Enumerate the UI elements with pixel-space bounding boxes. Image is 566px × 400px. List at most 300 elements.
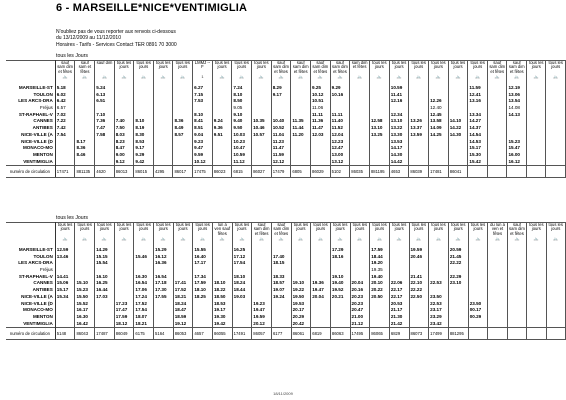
train-number: 881195 [369, 166, 389, 178]
time-cell [369, 105, 389, 112]
time-cell: 13.46 [55, 254, 75, 261]
time-cell [212, 92, 232, 99]
time-cell: 11.23 [271, 139, 291, 146]
time-cell [75, 92, 95, 99]
time-cell: 17.47 [114, 307, 134, 314]
time-cell: 19.23 [252, 301, 272, 308]
time-cell [409, 112, 429, 119]
time-cell: 22.22 [448, 260, 468, 267]
service-note: tous les jours [154, 223, 174, 236]
train-number-row [6, 328, 566, 340]
time-cell: 9.12 [114, 159, 134, 166]
time-cell [350, 118, 370, 125]
time-cell [546, 145, 566, 152]
time-cell [527, 159, 546, 166]
time-cell: 8.10 [193, 112, 213, 119]
time-cell [468, 274, 488, 281]
time-cell: 13.54 [507, 98, 527, 105]
time-cell: 17.59 [193, 280, 213, 287]
time-cell [114, 254, 134, 261]
time-cell [488, 254, 507, 261]
time-cell [350, 125, 370, 132]
time-cell: 14.42 [389, 159, 409, 166]
time-cell [291, 85, 311, 92]
time-cell: 13.25 [369, 132, 389, 139]
bicycle-icon: 🚲 [409, 236, 429, 243]
station-name: Fréjus [6, 267, 55, 274]
time-cell: 15.34 [55, 294, 75, 301]
time-cell [488, 294, 507, 301]
bicycle-icon: 🚲 [310, 74, 330, 81]
bicycle-icon: 🚲 [212, 236, 232, 243]
time-cell [173, 247, 193, 254]
time-cell [468, 321, 488, 328]
time-cell [507, 314, 526, 321]
time-cell: 17.03 [95, 294, 115, 301]
time-cell [95, 321, 115, 328]
time-cell: 16.44 [95, 287, 115, 294]
time-cell [369, 92, 389, 99]
table-row [6, 294, 566, 301]
service-note: sauf sam dim et fêtes [292, 60, 309, 74]
time-cell [134, 267, 154, 274]
time-cell [114, 247, 134, 254]
time-cell: 11.12 [232, 159, 252, 166]
time-cell [95, 139, 114, 146]
bicycle-icon: 🚲 [271, 236, 291, 243]
bicycle-icon: 🚲 [389, 74, 409, 81]
time-cell [173, 254, 193, 261]
time-cell [527, 145, 546, 152]
time-cell [429, 247, 449, 254]
time-cell: 7.10 [95, 112, 114, 119]
time-cell [330, 314, 350, 321]
time-cell: 18.21 [173, 294, 193, 301]
service-note: tous les jours [311, 223, 331, 236]
time-cell [409, 145, 429, 152]
time-cell: 19.10 [330, 274, 350, 281]
time-cell: 19.10 [291, 280, 311, 287]
service-note: tous les jours [468, 61, 488, 74]
bicycle-icon: 🚲 [330, 236, 350, 243]
time-cell [55, 152, 75, 159]
time-cell: 13.53 [389, 139, 409, 146]
time-cell [448, 152, 468, 159]
time-cell [527, 85, 546, 92]
time-cell [173, 260, 193, 267]
time-cell: 00.29 [468, 314, 488, 321]
time-cell [154, 125, 173, 132]
time-cell [546, 159, 566, 166]
time-cell: 10.12 [310, 92, 330, 99]
station-name: NICE-VILLE (D [6, 139, 55, 146]
time-cell: 18.44 [370, 254, 390, 261]
time-cell [310, 159, 330, 166]
time-cell [546, 132, 566, 139]
time-cell: 10.52 [271, 125, 291, 132]
table-row [6, 132, 566, 139]
service-note: tous les jours [389, 61, 409, 74]
time-cell [409, 139, 429, 146]
time-cell: 14.27 [468, 118, 488, 125]
time-cell: 9.29 [330, 85, 350, 92]
time-cell: 13.59 [409, 132, 429, 139]
bicycle-icon: 🚲 [232, 74, 252, 81]
time-cell: 14.29 [95, 247, 115, 254]
time-cell [252, 159, 272, 166]
time-cell [488, 247, 507, 254]
train-number [546, 328, 565, 340]
bicycle-icon: 🚲 [429, 236, 449, 243]
time-cell [409, 267, 429, 274]
time-cell [173, 85, 193, 92]
time-cell [488, 287, 507, 294]
bicycle-icon: 🚲 [75, 74, 95, 81]
time-cell: 9.25 [310, 85, 330, 92]
time-cell: 7.54 [55, 132, 75, 139]
time-cell [369, 139, 389, 146]
time-cell [429, 152, 449, 159]
time-cell: 19.59 [252, 314, 272, 321]
time-cell: 10.35 [252, 118, 272, 125]
bicycle-icon: 🚲 [114, 236, 134, 243]
time-cell: 5.18 [55, 85, 75, 92]
time-cell: 10.12 [193, 159, 213, 166]
time-cell: 15.50 [75, 294, 95, 301]
time-cell [55, 159, 75, 166]
time-cell [55, 307, 75, 314]
time-cell: 20.04 [311, 294, 331, 301]
time-cell: 21.00 [350, 314, 370, 321]
time-cell: 17.18 [154, 280, 174, 287]
train-number: 6815 [232, 166, 252, 178]
time-cell [409, 314, 429, 321]
time-cell: 22.17 [389, 287, 409, 294]
time-cell: 23.29 [429, 314, 449, 321]
time-cell [75, 105, 95, 112]
time-cell: 20.21 [330, 294, 350, 301]
time-cell [488, 321, 507, 328]
time-cell [114, 280, 134, 287]
time-cell [350, 254, 370, 261]
time-cell: 9.23 [193, 139, 213, 146]
time-cell [350, 274, 370, 281]
time-cell [409, 159, 429, 166]
time-cell [389, 267, 409, 274]
time-cell [252, 112, 272, 119]
time-cell: 17.06 [134, 287, 154, 294]
time-cell [291, 112, 311, 119]
time-cell: 7.22 [55, 118, 75, 125]
time-cell: 23.50 [429, 294, 449, 301]
service-note: tous les jours [173, 223, 193, 236]
time-cell: 12.23 [330, 139, 350, 146]
bicycle-icon: 🚲 [154, 236, 174, 243]
time-cell [488, 125, 507, 132]
time-cell [95, 301, 115, 308]
table-row [6, 105, 566, 112]
time-cell [369, 98, 389, 105]
time-cell [75, 85, 95, 92]
time-cell [291, 145, 311, 152]
time-cell [212, 152, 232, 159]
time-cell: 18.53 [212, 301, 232, 308]
time-cell [369, 112, 389, 119]
bicycle-icon: 🚲 [212, 74, 232, 81]
service-note: tous les jours [134, 61, 154, 74]
time-cell [232, 314, 252, 321]
time-cell: 15.42 [468, 159, 488, 166]
time-cell: 12.04 [330, 132, 350, 139]
time-cell: 11.11 [330, 112, 350, 119]
time-cell: 14.22 [448, 125, 468, 132]
train-number [468, 328, 488, 340]
station-name: TOULON [6, 92, 55, 99]
time-cell [154, 105, 173, 112]
time-cell [507, 287, 526, 294]
time-cell [527, 267, 546, 274]
time-cell [448, 314, 468, 321]
time-cell: 15.54 [95, 260, 115, 267]
service-note: tous les jours [370, 223, 390, 236]
service-note: tous les jours [527, 61, 546, 74]
time-cell: 21.12 [350, 321, 370, 328]
time-cell: 15.23 [507, 139, 527, 146]
time-cell: 9.50 [232, 125, 252, 132]
time-cell: 19.03 [232, 294, 252, 301]
time-cell: 12.34 [389, 112, 409, 119]
time-cell: 6.57 [55, 105, 75, 112]
time-cell [114, 274, 134, 281]
bicycle-icon: 🚲 [370, 236, 390, 243]
time-cell: 9.47 [193, 145, 213, 152]
train-number: 86015 [134, 166, 154, 178]
time-cell: 19.24 [271, 294, 291, 301]
time-cell [488, 145, 507, 152]
time-cell: 18.10 [232, 274, 252, 281]
time-cell: 17.30 [154, 287, 174, 294]
service-note: tous les jours [350, 223, 370, 236]
time-cell [350, 152, 370, 159]
time-cell [271, 98, 291, 105]
bicycle-icon: 🚲 [468, 236, 488, 243]
train-number: 6175 [134, 328, 154, 340]
time-cell [55, 321, 75, 328]
service-note: tous les jours [527, 223, 546, 236]
station-name: CANNES [6, 118, 55, 125]
bicycle-icon: 🚲 [271, 74, 291, 81]
time-cell [291, 254, 311, 261]
time-cell: 19.42 [212, 321, 232, 328]
time-cell [527, 125, 546, 132]
time-cell [252, 254, 272, 261]
time-cell [75, 267, 95, 274]
time-cell [527, 301, 546, 308]
station-name: ST-RAPHAEL-V [6, 274, 55, 281]
time-cell [252, 267, 272, 274]
time-cell: 21.42 [389, 321, 409, 328]
time-cell: 9.40 [232, 118, 252, 125]
time-cell [527, 307, 546, 314]
time-cell [154, 145, 173, 152]
time-cell: 9.29 [134, 152, 154, 159]
service-note: tous les jours [95, 223, 115, 236]
time-cell [546, 98, 566, 105]
train-number: 86041 [448, 166, 468, 178]
time-cell: 5.24 [95, 85, 114, 92]
time-cell: 14.54 [468, 132, 488, 139]
time-cell [488, 159, 507, 166]
time-cell [114, 98, 134, 105]
station-name: VENTIMIGLIA [6, 321, 55, 328]
time-cell: 18.44 [232, 287, 252, 294]
bicycle-icon: 🚲 [114, 74, 134, 81]
service-note: tous les jours [291, 223, 311, 236]
service-note: tous les jours [212, 61, 232, 74]
time-cell [212, 159, 232, 166]
time-cell: 8.17 [75, 139, 95, 146]
service-note: du lun à ven et fêtes [488, 223, 507, 236]
time-cell: 17.41 [173, 280, 193, 287]
time-cell [193, 267, 213, 274]
intro-text [56, 29, 177, 48]
time-cell [330, 260, 350, 267]
service-note: sam dim et fêtes [350, 61, 370, 74]
time-cell [134, 247, 154, 254]
time-cell: 20.29 [291, 314, 311, 321]
time-cell [546, 287, 565, 294]
time-cell [311, 301, 331, 308]
train-number: 17487 [95, 328, 115, 340]
time-cell [95, 314, 115, 321]
time-cell [55, 145, 75, 152]
time-cell: 23.10 [448, 280, 468, 287]
time-cell [212, 85, 232, 92]
table-row [6, 145, 566, 152]
time-cell [75, 260, 95, 267]
bicycle-icon: 🚲 [507, 74, 527, 81]
time-cell: 13.34 [468, 112, 488, 119]
time-cell: 21.45 [448, 254, 468, 261]
bicycle-icon: 🚲 [232, 236, 252, 243]
bicycle-icon: 🚲 [527, 74, 546, 81]
train-number [527, 328, 546, 340]
table-row [6, 98, 566, 105]
service-note: tous les jours [448, 223, 468, 236]
bicycle-icon: 🚲 [134, 236, 154, 243]
time-cell: 15.17 [55, 287, 75, 294]
time-cell [95, 145, 114, 152]
bicycle-icon: 🚲 [488, 236, 507, 243]
time-cell: 22.29 [448, 274, 468, 281]
station-name: NICE-VILLE (A [6, 294, 55, 301]
time-cell [114, 294, 134, 301]
time-cell: 17.59 [114, 314, 134, 321]
bicycle-icon: 🚲 [369, 74, 389, 81]
time-cell [527, 139, 546, 146]
time-cell: 21.17 [389, 307, 409, 314]
table-row [6, 85, 566, 92]
time-cell [546, 280, 565, 287]
footer-date: 18/11/2009 [273, 391, 293, 396]
time-cell [154, 118, 173, 125]
time-cell: 14.17 [389, 145, 409, 152]
time-cell: 18.10 [212, 280, 232, 287]
time-cell: 9.24 [212, 118, 232, 125]
time-cell: 6.51 [95, 98, 114, 105]
time-cell [468, 287, 488, 294]
time-cell: 17.52 [173, 287, 193, 294]
bicycle-icon: 🚲 [546, 236, 565, 243]
time-cell [134, 98, 154, 105]
station-name: NICE-VILLE (D [6, 301, 55, 308]
time-cell [311, 254, 331, 261]
train-number: 881295 [448, 328, 468, 340]
service-note: tous les jours [173, 61, 193, 74]
station-name: CANNES [6, 280, 55, 287]
time-cell [252, 92, 272, 99]
time-cell [75, 159, 95, 166]
time-cell [271, 301, 291, 308]
time-cell: 20.23 [350, 301, 370, 308]
station-name: MARSEILLE-ST [6, 85, 55, 92]
time-cell [389, 105, 409, 112]
icon-row [6, 74, 566, 81]
time-cell [429, 85, 449, 92]
time-cell [546, 321, 565, 328]
intro-line-3: Horaires - Tarifs - Services Contact TER 0891 70 3000 [56, 41, 177, 48]
time-cell: 19.12 [173, 321, 193, 328]
time-cell [55, 301, 75, 308]
time-cell: 7.58 [95, 132, 114, 139]
train-number: 86065 [370, 328, 390, 340]
time-cell [527, 92, 546, 99]
time-cell [546, 105, 566, 112]
time-cell: 20.10 [370, 280, 390, 287]
time-cell [448, 105, 468, 112]
time-cell [271, 321, 291, 328]
time-cell [409, 98, 429, 105]
block-label-1: tous les Jours [56, 53, 89, 59]
time-cell [546, 260, 565, 267]
station-name: MARSEILLE-ST [6, 247, 55, 254]
time-cell [507, 307, 526, 314]
time-cell [75, 98, 95, 105]
service-note: lun à ven sauf fêtes [214, 222, 231, 236]
time-cell [507, 294, 526, 301]
train-number: 86017 [173, 166, 193, 178]
time-cell [193, 301, 213, 308]
time-cell [252, 294, 272, 301]
time-cell: 17.34 [193, 274, 213, 281]
time-cell: 19.52 [330, 287, 350, 294]
station-name: ANTIBES [6, 287, 55, 294]
table-row [6, 139, 566, 146]
service-note: sauf sam dim et fêtes [57, 60, 74, 74]
service-note: tous les jours [409, 61, 429, 74]
time-cell [369, 145, 389, 152]
time-cell [429, 145, 449, 152]
time-cell [546, 301, 565, 308]
time-cell: 23.17 [429, 307, 449, 314]
time-cell [173, 274, 193, 281]
time-cell [173, 267, 193, 274]
timetable-1 [6, 60, 566, 178]
table-row [6, 287, 566, 294]
time-cell [154, 112, 173, 119]
time-cell: 22.50 [409, 294, 429, 301]
train-number: 86023 [212, 166, 232, 178]
